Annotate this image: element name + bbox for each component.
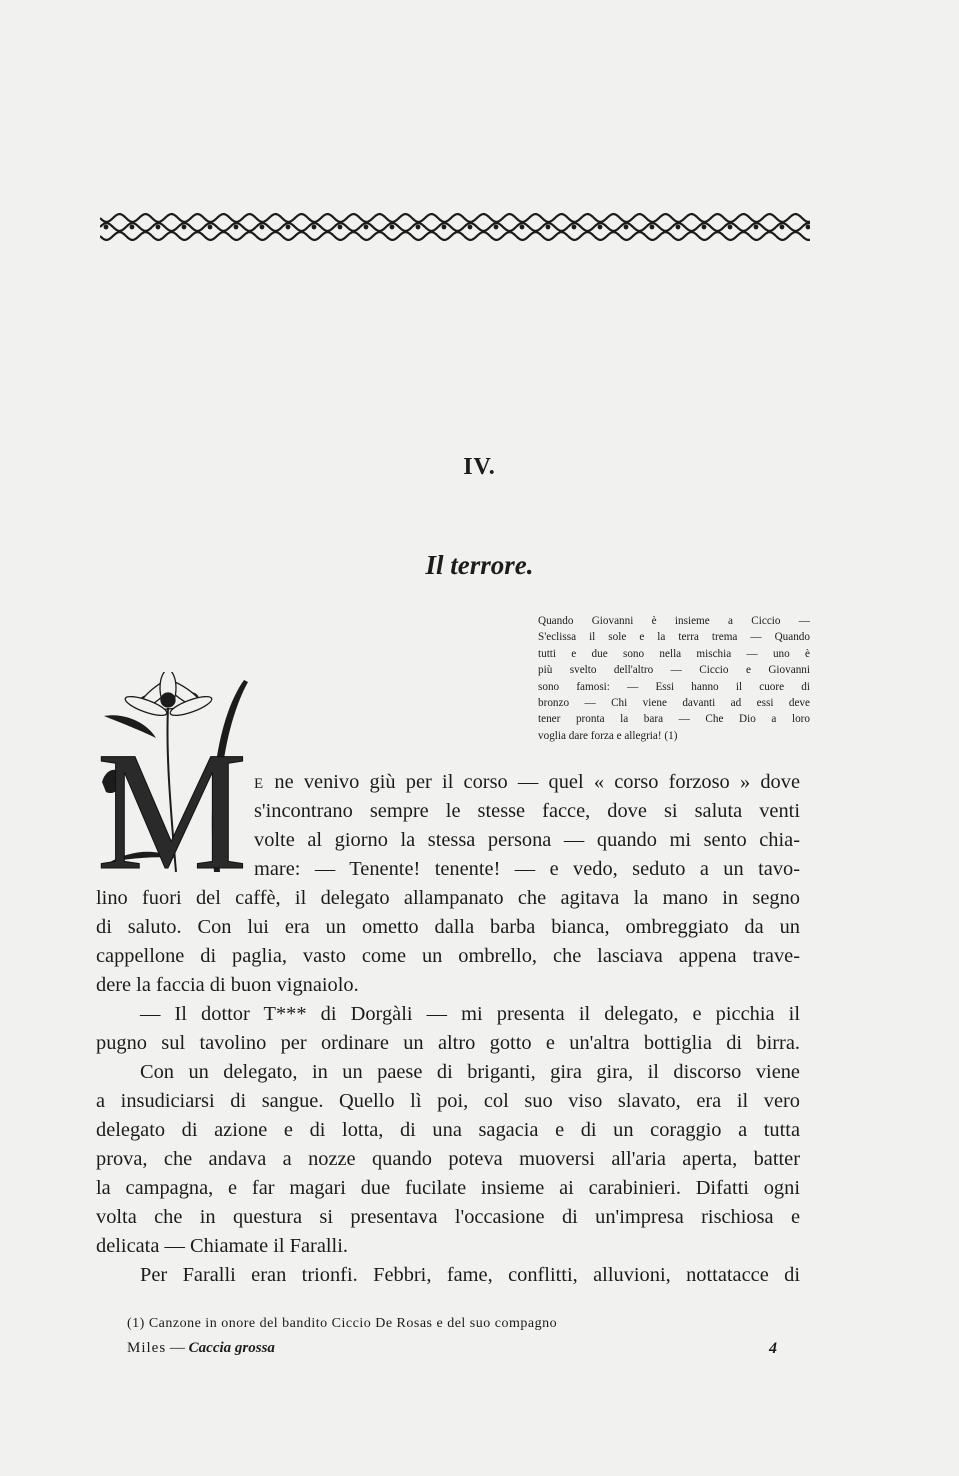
text-line: lino fuori del caffè, il delegato allampanato che agitava la mano in segno (96, 887, 800, 909)
ornament-dot (260, 225, 265, 230)
text-line: — Il dottor T*** di Dorgàli — mi presenta il delegato, e picchia il (140, 1003, 800, 1025)
epigraph (538, 613, 810, 744)
ornament-dot (624, 225, 629, 230)
ornament-dot (182, 225, 187, 230)
ornament-dot (312, 225, 317, 230)
ornament-dot (702, 225, 707, 230)
epigraph-line: più svelto dell'altro — Ciccio e Giovanni (538, 664, 810, 677)
ornament-dot (104, 225, 109, 230)
first-word-smallcap: E (254, 776, 265, 792)
text-line: delegato di azione e di lotta, di una sagacia e di un coraggio a tutta (96, 1119, 800, 1141)
epigraph-line: tener pronta la bara — Che Dio a loro (538, 713, 810, 726)
ornament-dot (806, 225, 810, 230)
text-line: mare: — Tenente! tenente! — e vedo, seduto a un tavo- (254, 858, 800, 880)
ornament-dot (520, 225, 525, 230)
ornament-dot (494, 225, 499, 230)
ornament-dot (650, 225, 655, 230)
epigraph-line: voglia dare forza e allegria! (1) (538, 729, 678, 742)
ornament-dot (364, 225, 369, 230)
chapter-number: IV. (463, 454, 496, 480)
text-line: la campagna, e far magari due fucilate insieme ai carabinieri. Difatti ogni (96, 1177, 800, 1199)
epigraph-line: bronzo — Chi viene davanti ad essi deve (538, 696, 810, 709)
page-number: 4 (769, 1340, 777, 1357)
ornament-dot (546, 225, 551, 230)
text-line (254, 768, 800, 797)
text-line: prova, che andava a nozze quando poteva muoversi all'aria aperta, batter (96, 1148, 800, 1170)
running-foot-separator: — (169, 1340, 185, 1356)
text-line: pugno sul tavolino per ordinare un altro gotto e un'altra bottiglia di birra. (96, 1032, 800, 1054)
text-line: Con un delegato, in un paese di briganti, gira gira, il discorso viene (140, 1061, 800, 1083)
text-line: a insudiciarsi di sangue. Quello lì poi, col suo viso slavato, era il vero (96, 1090, 800, 1112)
ornament-dot (676, 225, 681, 230)
ornament-dot (598, 225, 603, 230)
ornamental-border-icon (100, 210, 810, 244)
ornament-dot (390, 225, 395, 230)
ornament-dot (338, 225, 343, 230)
ornament-dot (468, 225, 473, 230)
ornament-dot (234, 225, 239, 230)
line-rest: ne venivo giù per il corso — quel « corso forzoso » dove (264, 771, 800, 793)
epigraph-line: sono famosi: — Essi hanno il cuore di (538, 680, 810, 693)
text-line: volta che in questura si presentava l'occasione di un'impresa rischiosa e (96, 1206, 800, 1228)
ornament-dot (780, 225, 785, 230)
epigraph-line: S'eclissa il sole e la terra trema — Quando (538, 631, 810, 644)
text-line: s'incontrano sempre le stesse facce, dove si saluta venti (254, 800, 800, 822)
running-foot (127, 1340, 777, 1362)
running-foot-book-title: Caccia grossa (188, 1340, 275, 1356)
epigraph-line: tutti e due sono nella mischia — uno è (538, 647, 810, 660)
ornament-dot (572, 225, 577, 230)
flower-illuminated-initial-icon (96, 672, 254, 880)
ornament-dot (442, 225, 447, 230)
text-line: volte al giorno la stessa persona — quando mi sento chia- (254, 829, 800, 851)
text-line: delicata — Chiamate il Faralli. (96, 1235, 348, 1257)
text-line: di saluto. Con lui era un ometto dalla barba bianca, ombreggiato da un (96, 916, 800, 938)
dropcap-letter: M (96, 717, 248, 880)
text-line: Per Faralli eran trionfi. Febbri, fame, conflitti, alluvioni, nottatacce di (140, 1264, 800, 1286)
ornament-dot (754, 225, 759, 230)
ornament-dot (208, 225, 213, 230)
chapter-title: Il terrore. (425, 550, 534, 580)
ornament-dot (156, 225, 161, 230)
text-line: cappellone di paglia, vasto come un ombrello, che lasciava appena trave- (96, 945, 800, 967)
ornament-dot (286, 225, 291, 230)
ornament-dot (130, 225, 135, 230)
running-foot-author: Miles (127, 1340, 167, 1356)
ornament-dot (416, 225, 421, 230)
footnote: (1) Canzone in onore del bandito Ciccio De Rosas e del suo compagno (127, 1316, 558, 1331)
ornament-dot (728, 225, 733, 230)
text-line: dere la faccia di buon vignaiolo. (96, 974, 359, 996)
epigraph-line: Quando Giovanni è insieme a Ciccio — (538, 615, 810, 627)
